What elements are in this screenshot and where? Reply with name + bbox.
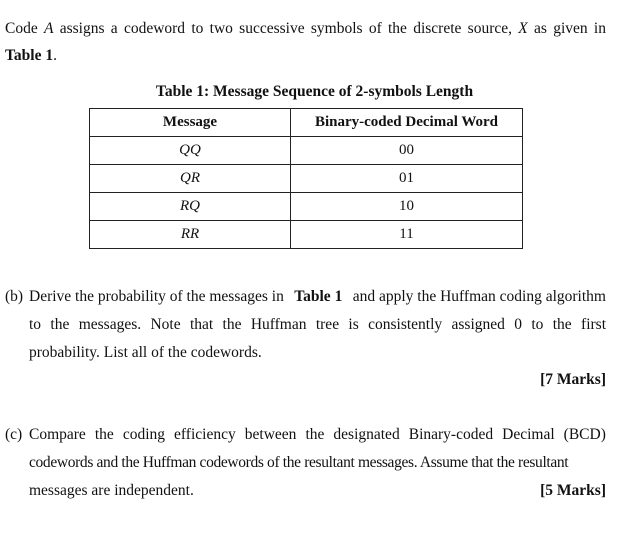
part-b-word: the xyxy=(222,316,242,333)
part-b-line-2 xyxy=(29,316,606,334)
intro-word: a xyxy=(110,20,118,37)
intro-word-symbol-a: A xyxy=(43,20,54,37)
intro-line-2 xyxy=(5,47,57,65)
part-b-word: the xyxy=(552,316,572,333)
cell-message: QQ xyxy=(90,137,291,165)
intro-word: discrete xyxy=(413,20,462,37)
part-c-word: designated xyxy=(333,426,400,443)
header-bcd-word: Binary-coded Decimal Word xyxy=(291,109,523,137)
part-b-word: Note xyxy=(150,316,181,333)
part-b-word: messages. xyxy=(78,316,142,333)
part-c-label: (c) xyxy=(5,426,23,443)
intro-word: Code xyxy=(5,20,38,37)
intro-word: to xyxy=(191,20,204,37)
table-reference: Table 1 xyxy=(5,47,54,64)
part-c-word: coding xyxy=(122,426,166,443)
header-message: Message xyxy=(90,109,291,137)
part-c-word: Binary-coded xyxy=(408,426,494,443)
intro-word: codeword xyxy=(123,20,186,37)
cell-message: QR xyxy=(90,165,291,193)
cell-code: 11 xyxy=(291,221,523,249)
cell-message: RR xyxy=(90,221,291,249)
part-c-word: Compare xyxy=(29,426,86,443)
intro-word-symbol-x: X xyxy=(518,20,528,37)
part-c-word: the xyxy=(305,426,325,443)
part-b-word: 0 xyxy=(514,316,522,333)
part-b-label: (b) xyxy=(5,288,24,305)
part-c-word: (BCD) xyxy=(563,426,606,443)
table-header-row xyxy=(90,109,523,137)
intro-word: given xyxy=(553,20,588,37)
intro-word: of xyxy=(368,20,382,37)
table-row xyxy=(90,165,523,193)
part-c-word: the xyxy=(94,426,114,443)
part-b-word: to xyxy=(29,316,42,333)
part-c-line-2: codewords and the Huffman codewords of the resultant messages. Assume that the resultant xyxy=(29,454,569,471)
intro-period: . xyxy=(53,47,57,64)
part-b-word: first xyxy=(581,316,606,333)
intro-line-1 xyxy=(5,20,606,38)
part-c-word: Decimal xyxy=(502,426,555,443)
part-b-text: Derive the probability of the messages in xyxy=(29,288,284,305)
part-b-word: tree xyxy=(315,316,340,333)
cell-code: 10 xyxy=(291,193,523,221)
part-c-word: between xyxy=(244,426,297,443)
part-b-word: Huffman xyxy=(250,316,307,333)
part-b-word: consistently xyxy=(368,316,443,333)
part-b-line-1 xyxy=(29,288,606,306)
part-c-line-3: messages are independent. xyxy=(29,482,194,499)
part-b-marks: [7 Marks] xyxy=(540,371,606,388)
intro-word: two xyxy=(209,20,233,37)
intro-word: source, xyxy=(467,20,512,37)
intro-word: successive xyxy=(239,20,305,37)
cell-code: 00 xyxy=(291,137,523,165)
cell-message: RQ xyxy=(90,193,291,221)
part-b-word: is xyxy=(348,316,359,333)
part-c-line-1 xyxy=(29,426,606,444)
part-b-word: to xyxy=(531,316,544,333)
table-row xyxy=(90,193,523,221)
message-table xyxy=(89,108,523,249)
part-b-line-3: probability. List all of the codewords. xyxy=(29,344,262,361)
table-caption: Table 1: Message Sequence of 2-symbols Length xyxy=(155,83,474,100)
intro-word: in xyxy=(593,20,606,37)
intro-word: assigns xyxy=(59,20,105,37)
part-b-word: that xyxy=(189,316,214,333)
intro-word: symbols xyxy=(310,20,363,37)
table-row xyxy=(90,221,523,249)
part-b-text: and apply the Huffman coding algorithm xyxy=(352,288,606,305)
part-b-word: the xyxy=(50,316,70,333)
part-b-word: assigned xyxy=(451,316,505,333)
intro-word: the xyxy=(388,20,407,37)
cell-code: 01 xyxy=(291,165,523,193)
table-row xyxy=(90,137,523,165)
intro-word: as xyxy=(534,20,547,37)
part-b-table-reference: Table 1 xyxy=(294,288,343,305)
part-c-word: efficiency xyxy=(174,426,236,443)
part-c-marks: [5 Marks] xyxy=(540,482,606,499)
